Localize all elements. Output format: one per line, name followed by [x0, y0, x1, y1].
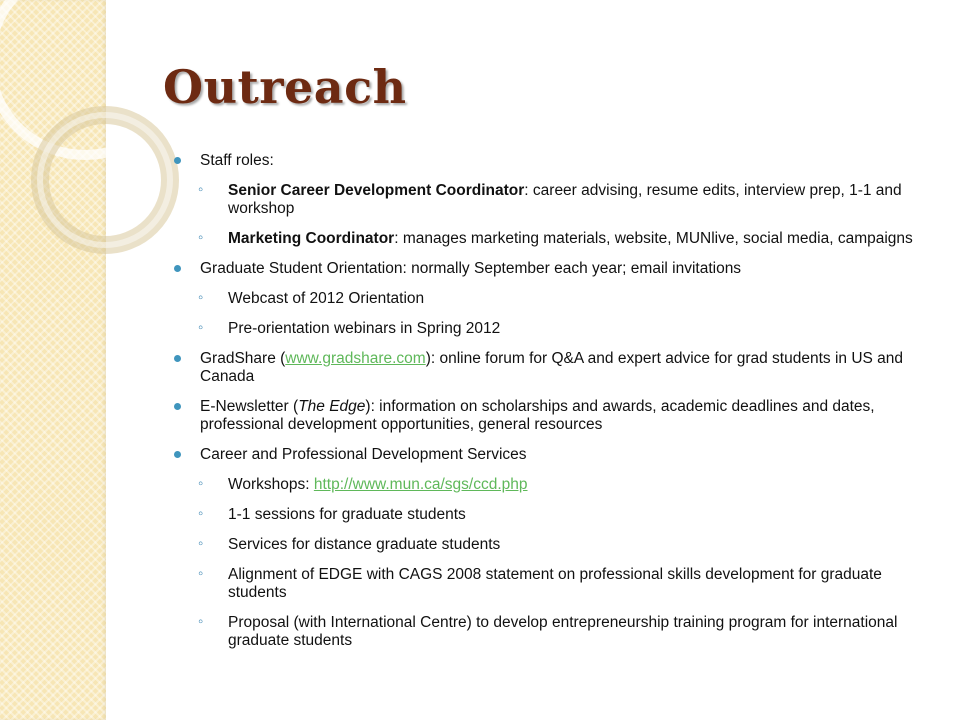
bullet-text: Graduate Student Orientation: normally September each year; email invitations	[200, 260, 742, 277]
sub-bullet-item	[172, 566, 932, 602]
bullet-item	[172, 398, 932, 434]
bullet-text: Services for distance graduate students	[228, 536, 501, 553]
bullet-text: Alignment of EDGE with CAGS 2008 statement on professional skills development for graduate students	[228, 566, 882, 601]
bullet-text: Webcast of 2012 Orientation	[228, 290, 425, 307]
bullet-text: Pre-orientation webinars in Spring 2012	[228, 320, 501, 337]
bullet-text: Marketing Coordinator	[228, 230, 395, 247]
bullet-text: ): information on scholarships and awards, academic deadlines and dates, professional development opportunities, general resources	[200, 398, 875, 433]
bullet-text: : manages marketing materials, website, MUNlive, social media, campaigns	[394, 230, 913, 247]
bullet-text: E-Newsletter (	[200, 398, 299, 415]
sub-bullet-item	[172, 230, 932, 248]
bullet-text: Workshops:	[228, 476, 314, 493]
bullet-list	[172, 152, 932, 662]
bullet-item	[172, 260, 932, 278]
bullet-item	[172, 152, 932, 170]
bullet-text: : career advising, resume edits, interview prep, 1-1 and workshop	[228, 182, 902, 217]
sub-bullet-item	[172, 506, 932, 524]
bullet-item	[172, 446, 932, 464]
sub-bullet-item	[172, 476, 932, 494]
hyperlink[interactable]: www.gradshare.com	[285, 350, 426, 367]
sub-bullet-item	[172, 290, 932, 308]
bullet-text: Senior Career Development Coordinator	[228, 182, 525, 199]
bullet-text: 1-1 sessions for graduate students	[228, 506, 466, 523]
sub-bullet-item	[172, 320, 932, 338]
hyperlink[interactable]: http://www.mun.ca/sgs/ccd.php	[313, 476, 528, 493]
bullet-text: GradShare (	[200, 350, 286, 367]
decorative-side-panel	[0, 0, 106, 720]
sub-bullet-item	[172, 536, 932, 554]
bullet-text: The Edge	[298, 398, 366, 415]
bullet-text: Staff roles:	[200, 152, 274, 169]
bullet-text: Proposal (with International Centre) to develop entrepreneurship training program for international graduate students	[228, 614, 898, 649]
sub-bullet-item	[172, 182, 932, 218]
bullet-text: Career and Professional Development Services	[200, 446, 527, 463]
slide-title: Outreach	[163, 60, 407, 114]
bullet-item	[172, 350, 932, 386]
bullet-text: ): online forum for Q&A and expert advice for grad students in US and Canada	[200, 350, 904, 385]
sub-bullet-item	[172, 614, 932, 650]
